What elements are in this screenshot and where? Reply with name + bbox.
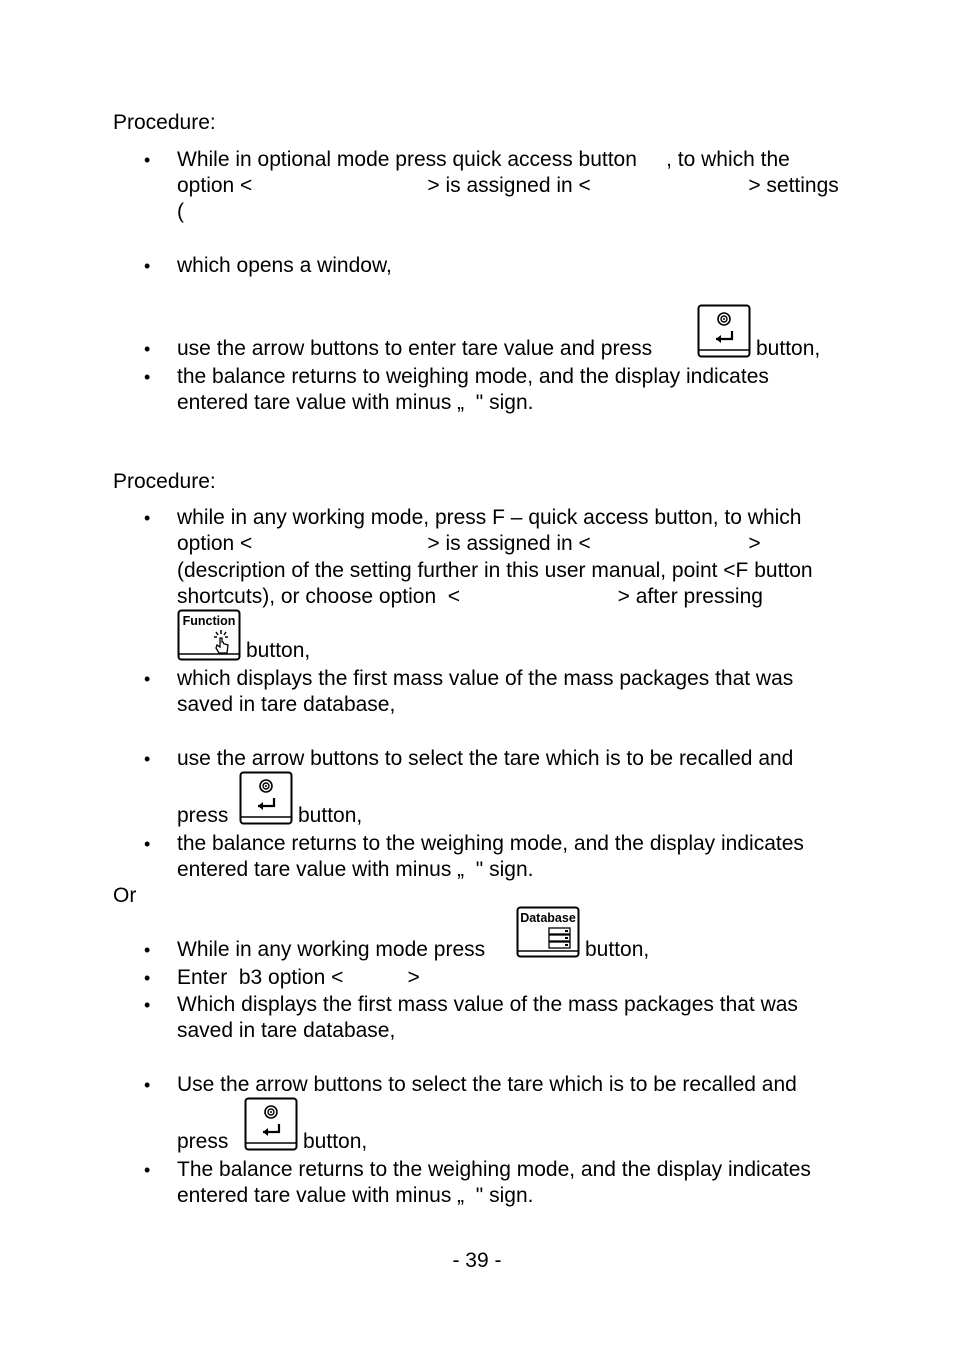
s1-b3-suffix: button, bbox=[756, 337, 821, 360]
bullet-dot: • bbox=[144, 508, 151, 528]
s2-b3-suffix: button, bbox=[298, 804, 363, 827]
s1-b4-line1: the balance returns to weighing mode, and the display indicates bbox=[177, 365, 769, 388]
bullet-dot: • bbox=[144, 968, 151, 988]
enter-key-icon bbox=[244, 1097, 298, 1151]
bullet-dot: • bbox=[144, 834, 151, 854]
bullet-dot: • bbox=[144, 940, 151, 960]
database-key-icon bbox=[516, 906, 580, 958]
s2-b4-line2: entered tare value with minus „ " sign. bbox=[177, 858, 534, 881]
s1-b3-line1: use the arrow buttons to enter tare value and press bbox=[177, 337, 653, 360]
s1-b1-line2: option < > is assigned in < > settings bbox=[177, 174, 839, 197]
s1-b4-line2: entered tare value with minus „ " sign. bbox=[177, 391, 534, 414]
s2-b3-line1: use the arrow buttons to select the tare which is to be recalled and bbox=[177, 747, 794, 770]
bullet-dot: • bbox=[144, 339, 151, 359]
s1-b2-line1: which opens a window, bbox=[177, 254, 392, 277]
s1-b1-line3: ( bbox=[177, 200, 184, 223]
bullet-dot: • bbox=[144, 1075, 151, 1095]
s3-b4-suffix: button, bbox=[303, 1130, 368, 1153]
s2-b1-line2: option < > is assigned in < > bbox=[177, 532, 761, 555]
bullet-dot: • bbox=[144, 367, 151, 387]
bullet-dot: • bbox=[144, 995, 151, 1015]
database-key-label: Database bbox=[520, 911, 576, 925]
procedure-heading-1: Procedure: bbox=[113, 111, 216, 134]
s2-b2-line1: which displays the first mass value of the mass packages that was bbox=[177, 667, 794, 690]
s2-b2-line2: saved in tare database, bbox=[177, 693, 396, 716]
bullet-dot: • bbox=[144, 749, 151, 769]
s2-b4-line1: the balance returns to the weighing mode, and the display indicates bbox=[177, 832, 804, 855]
s3-b1-suffix: button, bbox=[585, 938, 650, 961]
procedure-heading-2: Procedure: bbox=[113, 470, 216, 493]
bullet-dot: • bbox=[144, 669, 151, 689]
s2-b3-line2: press bbox=[177, 804, 229, 827]
page-number: - 39 - bbox=[452, 1249, 502, 1272]
s2-b1-line3: (description of the setting further in this user manual, point <F button bbox=[177, 559, 813, 582]
s3-b3-line2: saved in tare database, bbox=[177, 1019, 396, 1042]
enter-key-icon bbox=[697, 304, 751, 358]
s3-b5-line1: The balance returns to the weighing mode, and the display indicates bbox=[177, 1158, 811, 1181]
s1-b1-line1: While in optional mode press quick access button , to which the bbox=[177, 148, 790, 171]
s3-b4-line1: Use the arrow buttons to select the tare which is to be recalled and bbox=[177, 1073, 797, 1096]
or-label: Or bbox=[113, 884, 137, 907]
s3-b2-line1: Enter b3 option < > bbox=[177, 966, 420, 989]
bullet-dot: • bbox=[144, 150, 151, 170]
s2-b1-line4: shortcuts), or choose option < > after pressing bbox=[177, 585, 763, 608]
bullet-dot: • bbox=[144, 1160, 151, 1180]
function-key-icon bbox=[177, 609, 241, 661]
function-key-label: Function bbox=[182, 614, 236, 628]
s3-b5-line2: entered tare value with minus „ " sign. bbox=[177, 1184, 534, 1207]
enter-key-icon bbox=[239, 771, 293, 825]
s3-b3-line1: Which displays the first mass value of the mass packages that was bbox=[177, 993, 798, 1016]
bullet-dot: • bbox=[144, 256, 151, 276]
s2-b1-suffix: button, bbox=[246, 639, 311, 662]
s3-b4-line2: press bbox=[177, 1130, 229, 1153]
s2-b1-line1: while in any working mode, press F – quick access button, to which bbox=[177, 506, 802, 529]
s3-b1-line1: While in any working mode press bbox=[177, 938, 486, 961]
